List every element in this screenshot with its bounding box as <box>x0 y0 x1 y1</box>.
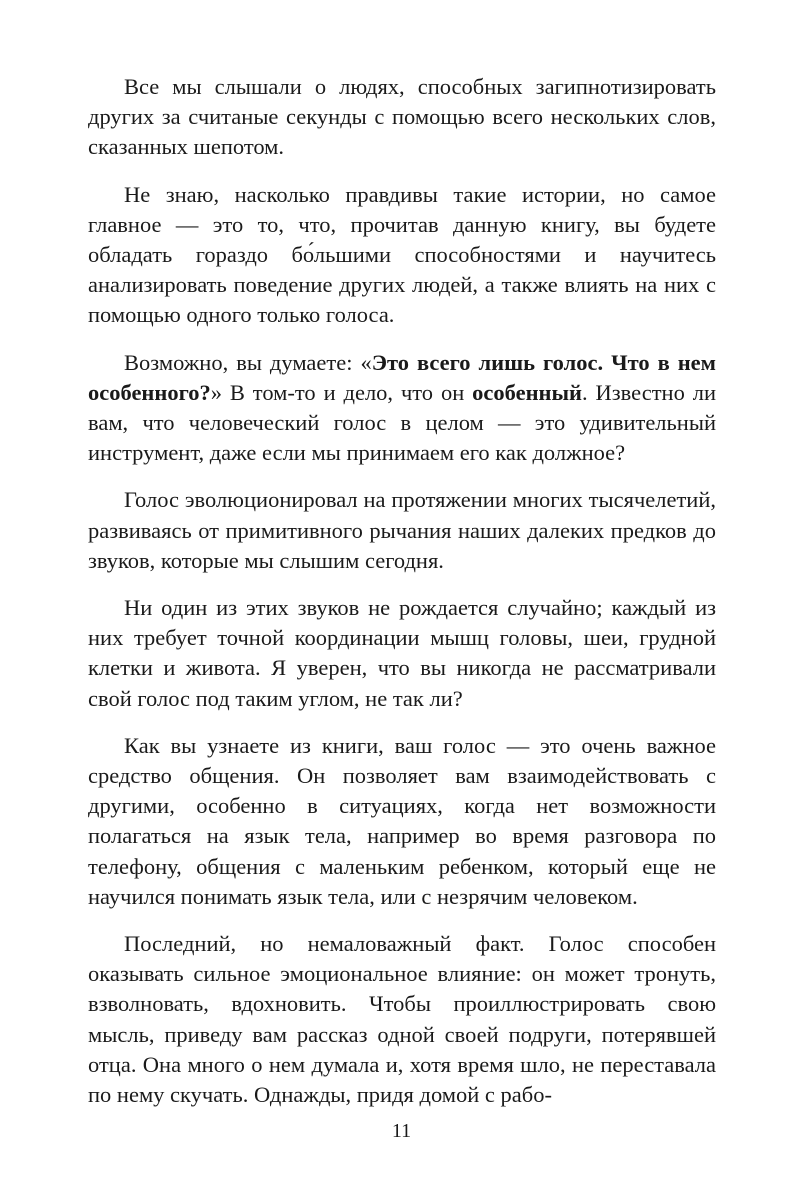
paragraph-3 <box>88 348 716 469</box>
paragraph-1: Все мы слышали о людях, способных загипнотизировать других за считаные секунды с помощью всего нескольких слов, сказанных шепотом. <box>88 74 716 160</box>
paragraph-5: Ни один из этих звуков не рождается случайно; каждый из них требует точной координации мышц головы, шеи, грудной клетки и живота. Я уверен, что вы никогда не рассматривали свой голос под таким углом, не так ли? <box>88 595 716 711</box>
paragraph-3-bold-quote: Это всего лишь голос. Что в нем особенного? <box>88 349 716 405</box>
paragraph-3-text-3: . Известно ли вам, что человеческий голос в целом — это удивительный инструмент, даже если мы принимаем его как должное? <box>88 379 716 466</box>
paragraph-2: Не знаю, насколько правдивы такие истории, но самое главное — это то, что, прочитав данную книгу, вы будете обладать гораздо бо́льшими способностями и научитесь анализировать поведение других людей, а также влиять на них с помощью одного только голоса. <box>88 181 716 328</box>
page-number: 11 <box>391 1120 412 1142</box>
paragraph-4: Голос эволюционировал на протяжении многих тысячелетий, развиваясь от примитивного рычания наших далеких предков до звуков, которые мы слышим сегодня. <box>88 487 716 573</box>
paragraph-3-bold-word: особенный <box>472 379 583 405</box>
paragraph-3-text-2: » В том-то и дело, что он <box>210 379 473 405</box>
paragraph-6: Как вы узнаете из книги, ваш голос — это очень важное средство общения. Он позволяет вам взаимодействовать с другими, особенно в ситуациях, когда нет возможности полагаться на язык тела, например во время разговора по телефону, общения с маленьким ребенком, который еще не научился понимать язык тела, или с незрячим человеком. <box>88 732 716 909</box>
page-body <box>88 72 716 1127</box>
paragraph-7: Последний, но немаловажный факт. Голос способен оказывать сильное эмоциональное влияние: он может тронуть, взволновать, вдохновить. Чтобы проиллюстрировать свою мысль, приведу вам рассказ одной своей подруги, потерявшей отца. Она много о нем думала и, хотя время шло, не переставала по нему скучать. Однажды, придя домой с рабо- <box>88 931 716 1108</box>
paragraph-3-text-1: Возможно, вы думаете: « <box>124 349 372 375</box>
